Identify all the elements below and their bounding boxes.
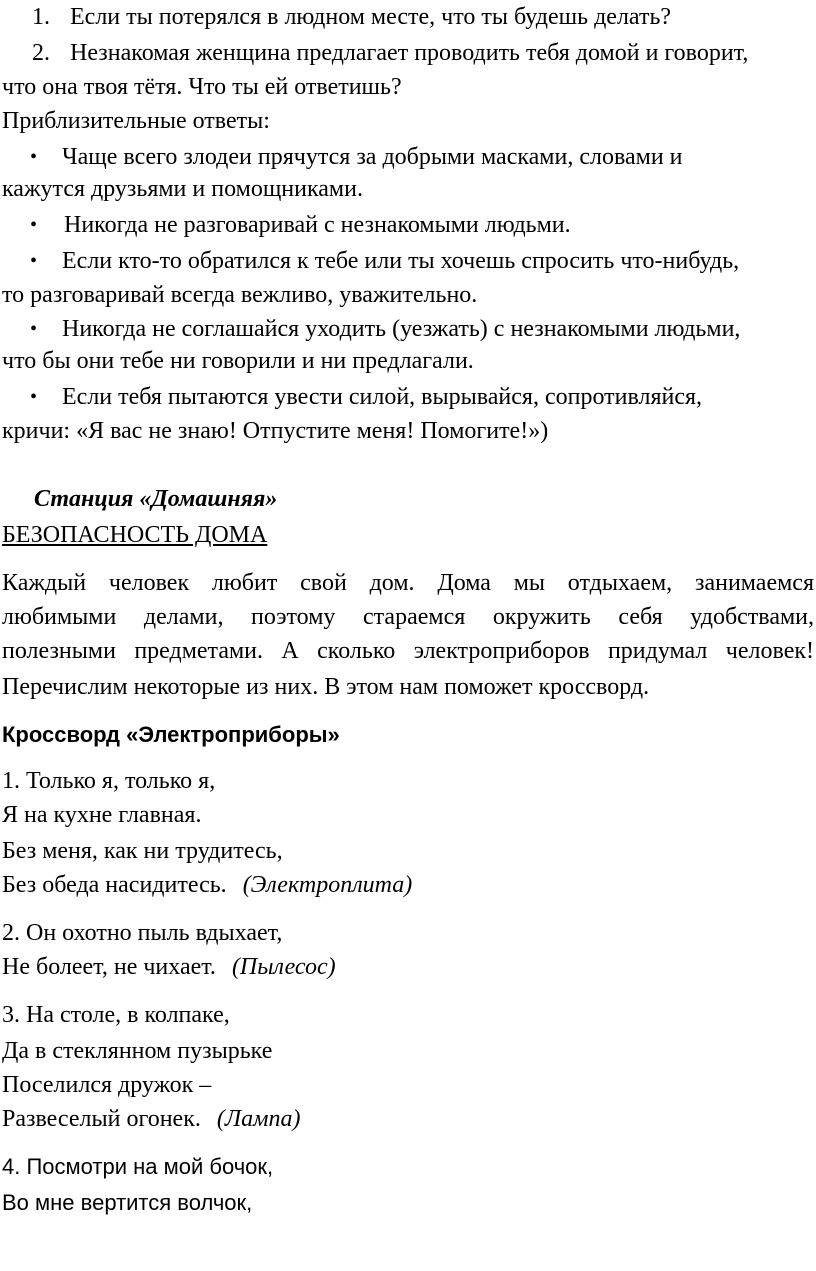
riddle-line: 4. Посмотри на мой бочок, <box>2 1154 274 1179</box>
riddle-line: 2. Он охотно пыль вдыхает, <box>2 920 283 946</box>
bullet-icon: • <box>30 214 38 236</box>
bullet-text: Если тебя пытаются увести силой, вырывайся, сопротивляйся, <box>62 384 703 410</box>
paragraph-line: Каждый человек любит свой дом. Дома мы отдыхаем, занимаемся <box>2 570 814 596</box>
riddle-line: Без меня, как ни трудитесь, <box>2 838 283 864</box>
bullet-text-continued: то разговаривай всегда вежливо, уважительно. <box>2 282 478 308</box>
question-2-continued: что она твоя тётя. Что ты ей ответишь? <box>2 74 402 100</box>
paragraph-line: полезными предметами. А сколько электроприборов придумал человек! <box>2 638 814 664</box>
riddle-line-with-answer <box>2 1102 816 1136</box>
question-number: 2. <box>32 40 50 66</box>
riddle-line: Поселился дружок – <box>2 1072 212 1098</box>
riddle-answer: (Лампа) <box>216 1106 301 1132</box>
riddle-line-with-answer <box>2 950 816 984</box>
bullet-text: Если кто-то обратился к тебе или ты хочешь спросить что-нибудь, <box>62 248 740 274</box>
bullet-text: Чаще всего злодеи прячутся за добрыми масками, словами и <box>62 144 683 170</box>
riddle-line: Развеселый огонек. <box>2 1106 201 1132</box>
bullet-text-continued: что бы они тебе ни говорили и ни предлагали. <box>2 348 474 374</box>
riddle-line: 3. На столе, в колпаке, <box>2 1002 230 1028</box>
bullet-icon: • <box>30 250 38 272</box>
riddle-line: 1. Только я, только я, <box>2 768 216 794</box>
crossword-title: Кроссворд «Электроприборы» <box>2 722 340 747</box>
bullet-icon: • <box>30 146 38 168</box>
bullet-text-continued: кажутся друзьями и помощниками. <box>2 176 363 202</box>
riddle-line: Во мне вертится волчок, <box>2 1190 253 1215</box>
section-heading: БЕЗОПАСНОСТЬ ДОМА <box>2 522 268 548</box>
riddle-answer: (Электроплита) <box>242 872 413 898</box>
station-title: Станция «Домашняя» <box>34 486 278 512</box>
bullet-icon: • <box>30 386 38 408</box>
answers-title: Приблизительные ответы: <box>2 108 270 134</box>
bullet-text-continued: кричи: «Я вас не знаю! Отпустите меня! Помогите!») <box>2 418 549 444</box>
paragraph-line: любимыми делами, поэтому стараемся окружить себя удобствами, <box>2 604 814 630</box>
riddle-answer: (Пылесос) <box>231 954 336 980</box>
bullet-text: Никогда не разговаривай с незнакомыми людьми. <box>64 212 571 238</box>
paragraph-line: Перечислим некоторые из них. В этом нам поможет кроссворд. <box>2 674 650 700</box>
question-number: 1. <box>32 4 50 30</box>
riddle-line: Не болеет, не чихает. <box>2 954 216 980</box>
bullet-icon: • <box>30 318 38 340</box>
question-text: Незнакомая женщина предлагает проводить тебя домой и говорит, <box>70 40 749 66</box>
question-text: Если ты потерялся в людном месте, что ты будешь делать? <box>70 4 672 30</box>
bullet-text: Никогда не соглашайся уходить (уезжать) с незнакомыми людьми, <box>62 316 741 342</box>
riddle-line: Я на кухне главная. <box>2 802 202 828</box>
riddle-line: Да в стеклянном пузырьке <box>2 1038 273 1064</box>
riddle-line-with-answer <box>2 868 816 902</box>
riddle-line: Без обеда насидитесь. <box>2 872 227 898</box>
